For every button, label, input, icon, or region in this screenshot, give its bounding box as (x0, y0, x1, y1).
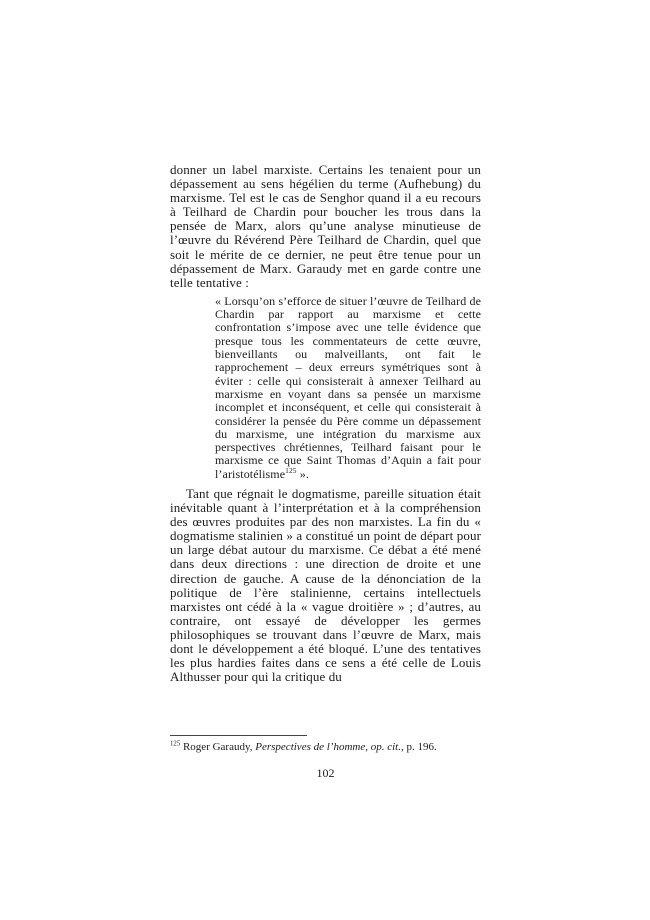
body-paragraph-2: Tant que régnait le dogmatisme, pareille situation était inévitable quant à l’interprétation et à la compréhension des œuvres produites par des non marxistes. La fin du « dogmatisme stalinien » a constitué un point de départ pour un large débat autour du marxisme. Ce débat a été mené dans deux directions : une direction de droite et une direction de gauche. A cause de la dénonciation de la politique de l’ère stalinienne, certains intellectuels marxistes ont cédé à la « vague droitière » ; d’autres, au contraire, ont essayé de développer les germes philosophiques se trouvant dans l’œuvre de Marx, mais dont le développement a été bloqué. L’une des tentatives les plus hardies faites dans ce sens a été celle de Louis Althusser pour qui la critique du (170, 486, 481, 685)
body-paragraph-1: donner un label marxiste. Certains les tenaient pour un dépassement au sens hégélien du terme (Aufhebung) du marxisme. Tel est le cas de Senghor quand il a eu recours à Teilhard de Chardin pour boucher les trous dans la pensée de Marx, alors qu’une analyse minutieuse de l’œuvre du Révérend Père Teilhard de Chardin, quel que soit le mérite de ce dernier, ne peut être tenue pour un dépassement de Marx. Garaudy met en garde contre une telle tentative : (170, 162, 481, 290)
footnote-author: Roger Garaudy, (180, 741, 256, 753)
footnote-separator-rule (170, 735, 307, 736)
footnote-number: 125 (170, 740, 181, 748)
text-block (170, 163, 481, 684)
footnote (170, 741, 481, 754)
footnote-reference-marker: 125 (285, 465, 297, 475)
footnote-area (170, 735, 481, 754)
block-quote-closing: ». (296, 466, 309, 481)
block-quote-text: « Lorsqu’on s’efforce de situer l’œuvre de Teilhard de Chardin par rapport au marxisme et cette confrontation s’impose avec une telle évidence que presque tous les commentateurs de cette œuvre, bienveillants ou malveillants, ont fait le rapprochement – deux erreurs symétriques sont à éviter : celle qui consisterait à annexer Teilhard au marxisme en voyant dans sa pensée un marxisme incomplet et inconséquent, et celle qui consisterait à considérer la pensée du Père comme un dépassement du marxisme, une intégration du marxisme aux perspectives chrétiennes, Teilhard faisant pour le marxisme ce que Saint Thomas d’Aquin a fait pour l’aristotélisme (215, 293, 481, 481)
page-number: 102 (316, 766, 335, 780)
footnote-work-title: Perspectives de l’homme, op. cit. (255, 741, 401, 753)
block-quote (215, 295, 481, 481)
footnote-page-ref: , p. 196. (400, 741, 437, 753)
